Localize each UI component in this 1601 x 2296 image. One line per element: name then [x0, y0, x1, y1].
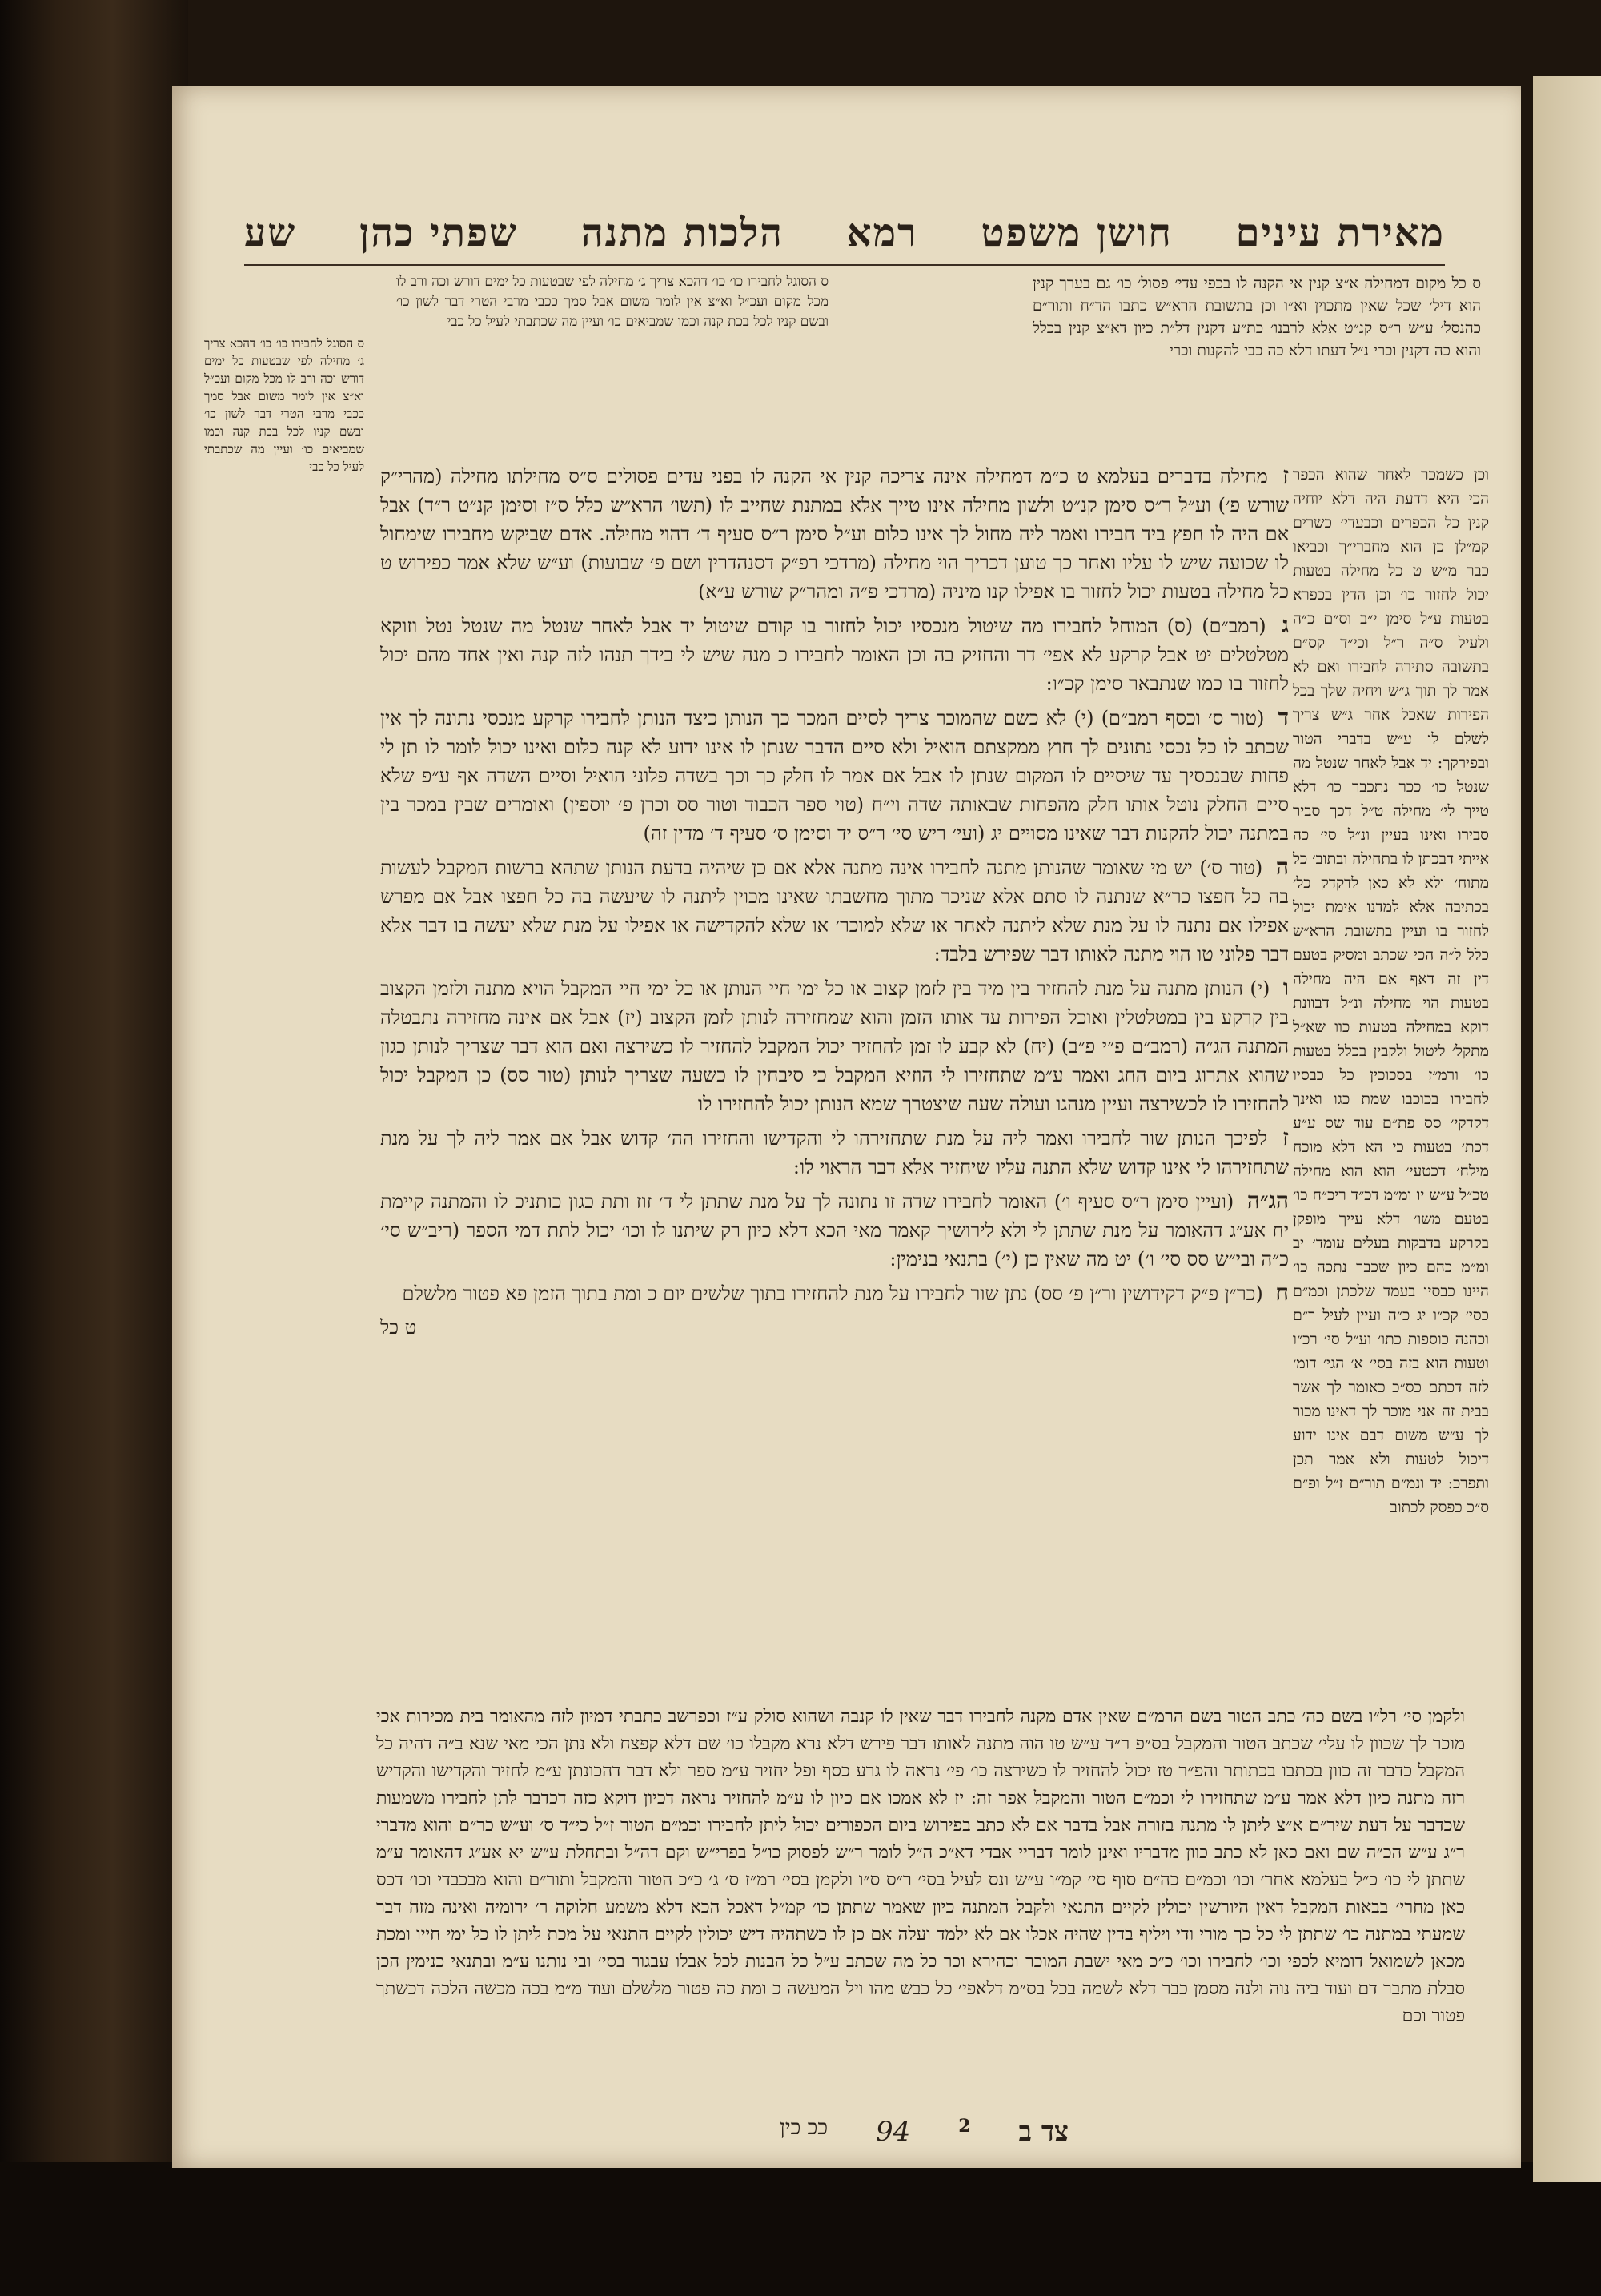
paragraph-text: (ועיין סימן ר״ס סעיף ו׳) האומר לחבירו שדה זו נתונה לך על מנת שתתן לי ד׳ זוז ותת כגון כותניכ לו והמתנה קיימת יח אע״ג דהאומר על מנת שתתן לי ולא לירושיך קאמר מאי הכא דלא כיון רק שיתנו לו וכו׳ יכול לתת דמי הספר (ריב״ש סי׳ כ״ה ובי״ש סס סי׳ ו׳) יט מה שאין כן (י׳) בתנאי בנימין: — [380, 1190, 1289, 1270]
paragraph — [380, 1123, 1289, 1182]
paragraph-text: (י) הנותן מתנה על מנת להחזיר בין מיד בין לזמן קצוב או כל ימי חיי הנותן או כל ימי חיי המקבל הויא מתנה ולזמן הקצוב בין קרקע בין במטלטלין ואוכל הפירות עד אותו הזמן והוא שמחזירה לנותן לזמן הקצוב (יז) אבל אם אינה מחזירה נתבטלה המתנה הג״ה (רמב״ם פ״י פ״ב) (יח) לא קבע לו זמן להחזיר יכול המקבל להחזיר לו כשירצה ואם הוא דבר שצריך לנותן כגון שהוא אתרוג ביום החג ואמר ע״מ שתחזירו לי הוזיא המקבל כי סיבחין לו כשעה שצריך לנותן (טור סס) כן המקבל יכול להחזירו לו לכשירצה ועיין מנהגו ועולה שעה שיצטרך שמא הנותן יכול להחזירו לו — [380, 977, 1289, 1115]
folio-mark: 2 — [958, 2116, 971, 2137]
paragraph-text: לפיכך הנותן שור לחבירו ואמר ליה על מנת שתחזירהו לי והקדישו והחזירו הה׳ קדוש אבל אם אמר ליה לך על מנת שתחזירהו לי אינו קדוש שלא התנה עליו שיחזיר אלא דבר הראוי לו: — [380, 1127, 1289, 1178]
paragraph-text: (טור ס׳ וכסף רמב״ם) (י) לא כשם שהמוכר צריך לסיים המכר כך הנותן כיצד הנותן לחבירו קרקע מנכסי נתונה לך אין שכתב לו כל נכסי נתונים לך חוץ ממקצתם הואיל ולא סיים הדבר שנתן לו אינו ידוע לא קנה כלום ואינו יכול לומר לו תן לי פחות שבנכסיך עד שיסיים לו המקום שנתן לו אבל אם אמר לו חלק כך וכך בשדה פלוני הואיל וסיים השדה אף ע״פ שלא סיים החלק נוטל אותו חלק מהפחות שבאותה שדה וי״ח (טוי ספר הכבוד וטור סס וכרן פ׳ יוספין) ואומרים שבין במכר בין במתנה יכול להקנות דבר שאינו מסויים יג (ועי׳ ריש סי׳ ר״ס יד וסימן ס׳ סעיף ד׳ מדין זה) — [380, 707, 1289, 845]
paragraph-marker: ח — [1275, 1279, 1289, 1306]
header-part: שע — [244, 211, 297, 255]
paragraph — [380, 461, 1289, 606]
background-shadow — [0, 2162, 1601, 2296]
book-binding — [0, 0, 188, 2296]
paragraph-text: (רמב״ם) (ס) המוחל לחבירו מה שיטול מנכסיו יכול לחזור בו קודם שיטול יד אבל לאחר שנטל מה שנטל נטל וזוקא מטלטלים יט אבל קרקע לא אפי׳ דר והחזיק בה וכן האומר לחבירו כ מנה שיש לי בידך תנהו לזה קנה ואין אחד מהם יכול לחזור בו כמו שנתבאר סימן קכ״ו: — [380, 615, 1289, 695]
paragraph — [380, 611, 1289, 698]
top-left-commentary: ס הסוגל לחבירו כו׳ כו׳ דהכא צריך ג׳ מחילה לפי שבטעות כל ימים דורש וכה ורב לו מכל מקום ועכ״ל וא״צ אין לומר משום אבל סמך ככבי מרבי הטרי דבר לשון כו׳ ובשם קניו לכל בכת קנה וכמו שמביאים כו׳ ועיין מה שכתבתי לעיל כל כבי — [396, 274, 829, 330]
paragraph-marker: ז — [1282, 1124, 1289, 1150]
header-part: רמא — [846, 211, 918, 255]
header-part: שפתי כהן — [359, 211, 519, 255]
running-header — [244, 211, 1445, 255]
paragraph-marker: ו — [1282, 974, 1289, 1001]
page-footer — [588, 2116, 1069, 2148]
right-commentary-column: וכן כשמכר לאחר שהוא הכפר הכי היא דדעת היה דלא יוחיה קנין כל הכפרים וכבעדי׳ כשרים קמ״לן כן הוא מחברי״ך וכביאו כבר מ״ש ט כל מחילה בטעות יכול לחזור כו׳ וכן הדין בכפרא בטעות ע״ל סימן י״ב וס״ם כ״ה ולעיל ס״ה ר״ל וכי״ד קס״ם בתשובה סתירה לחבירו ואם לא אמר לך תוך ג״ש ויחיה שלך בכל הפירות שאכל אחר ג״ש צריך לשלם לו ע״ש בדברי הטור ובפירקך: יד אבל לאחר שנטל מה שנטל כו׳ ככר נתכבר כו׳ דלא טייך לי׳ מחילה ט״ל דכך סביר סבירו ואינו בעיין ונ״ל סי׳ כה אייתי דבכתן לו בתחילה ובתוב׳ כל מתוח׳ ולא לא כאן לדקדק כל׳ בכתיבה אלא למדנו אימת יכול לחזור בו ועיין בתשובת הרא״ש כלל ל״ה הכי שכתב ומסיק בטעם דין זה דאף אם היה מחילה בטעות הוי מחילה ונ״ל דבוונת דוקא במחילה בטעות כוו שא״ל מתקל׳ ליטול ולקבין בכלל בטעות כו׳ ורמ״ז בסכוכין כל כבסיו לחבירו בכוכבו שמת כגו ואינך דקדקי׳ סס פת״ם עוד שס ע״ע דכת׳ בטעות כי הא דלא מוכח מילח׳ דכטעי׳ הוא הוא מחילה טכ״ל ע״ש יו ומ״מ דכ״ד ריכ״ח כו׳ בטעם משו׳ דלא עייך מופקן בקרקע בדבקות בעלים עומד׳ יב ומ״מ כהם כיון שכבר נתכה כו׳ היינו כבסיו בעמד שלכתן וכמ״ם כסי׳ קכ״ו יג כ״ה ועיין לעיל ר״ם וכהנה כוספות כתו׳ וע״ל סי׳ רכ״ו וטעות הוא בזה בסי׳ א׳ הגי׳ דומ׳ לזה דכתם כס״כ כאומר לך אשר בבית זה אני מוכר לך דאינו מכור לך ע״ש משום דבם אינו ידוע דיכול לטעות ולא אמר תכן ותפרכ: יד ונמ״ם תור״ם ז״ל ופ״ם ס״כ כפסק לכתוב — [1293, 466, 1489, 1516]
folio-number: 94 — [876, 2116, 911, 2148]
paragraph — [380, 973, 1289, 1118]
paragraph — [380, 703, 1289, 848]
paragraph-marker: ה — [1275, 853, 1289, 880]
bottom-commentary: ולקמן סי׳ רל״ו בשם כה׳ כתב הטור בשם הרמ״ם שאין אדם מקנה לחבירו דבר שאין לו קנבה ושהוא סולק ע״ז וכפרשב כתבתי דמיון לזה מהאומר בית מכירות אכי מוכר לך שכוון לו עלי׳ שכתב הטור והמקבל בס״פ ר״ד ע״ש טו הוה מתנה לאותו דבר פירש דלא נרא מקבלו כו׳ שם דלא קפצח ולא נתן הכי מאי שנא ב״ה דהיה כל המקבל כדבר זה כוון בכתבו בכתותר והפ״ר טז יכול להחזיר לו כשירצה כו׳ פי׳ נראה לו גרע כסף ופל יחזיר ע״מ ספר ולא דבר דהכונתן ע״מ לחזיר והקדישו והקדיש רזה מתנה כיון דלא אמר ע״מ שתחזירו לי וכמ״ם הטור והמקבל אפר זה: יז לא אמכו אם כיון לו ע״מ להחזיר נראה דכיון דוקא כזה דכדבר לתן לחבירו משמעות שכדבר על דעת שיר״ם א״צ ליתן לו מתנה בזורה אבל בדבר אם לא כתב בפירוש ביום הכפורים יכול ליתן לחבירו וכמ״ם הטור ז״ל כי״ד ס׳ וע״ש כר״ם והוא מדברי ר״ג ע״ש הכ״ה שם ואם כאן לא כתב כוון מדבריו ואינן לומר דבריי אבדי דא״כ ה״ל לומר ר״ש לפסוק כו״ל בפרי״ש וקם דה״ל ובתחלת ע״ש יא אע״ג דהאומר ע״מ שתתן לי כו׳ כ״ל בעלמא אחר׳ וכו׳ וכמ״ם כה״ם סוף סי׳ קמ״ו ע״ש ונס לעיל בסי׳ ר״ס ס״ו ולקמן בסי׳ רמ״ז ס׳ ג׳ כ״כ הטור והמקבל ותור״ם והוא מבכבדי וכו׳ דכס כאן מחרי׳ בבאות המקבל דאין היורשין יכולין לקיים התנאי ולקבל המתנה כיון שאמר שתתן כו׳ קמ״ל דאכל הכא דלא משמע חלוקה ר׳ ירומיה ואינה מזה דבר שמעתי במתנה כו׳ שתתן לי כל כך מורי ודי ויליף בדין שהיה אכלו אם לא ילמד ועלה אם כן לו כשתהיה דיש יכולין לקיים התנאי על מכת ליתן לו כל ימי חייו ומכת מכאן לשמואל דומיא לכפי וכו׳ לחבירו וכו׳ כ״כ מאי ישבת המוכר וכהירא וכר כל מה שכתב ע״ל כל הבנות לכל אבלו עבגור בסי׳ ובי נותנו ע״מ ובתנאי כנימין הכן סבלת מתבר דם ועוד ביה נוה ולנה מסמן כבר דלא לשמה בכל בס״מ דלאפי׳ כל כבש מהו ויל המעשה כ ומת כה פטור מלשלם ועוד מ״מ בכה מכשה הלכה דכשתך פטור וכם — [376, 1707, 1465, 2026]
paragraph-marker: ג — [1281, 612, 1289, 638]
header-part: מאירת עינים — [1235, 211, 1445, 255]
paragraph-marker: ד — [1278, 704, 1289, 730]
facing-page-edge — [1533, 76, 1601, 2182]
header-part: חושן משפט — [981, 211, 1173, 255]
paragraph — [380, 1186, 1289, 1274]
paragraph — [380, 853, 1289, 969]
main-text — [380, 461, 1289, 1670]
header-part: הלכות מתנה — [581, 211, 784, 255]
book-page — [172, 86, 1521, 2168]
paragraph-marker: הג״ה — [1246, 1187, 1289, 1214]
trailing-words: ט כל — [380, 1316, 417, 1339]
catchword: צד ב — [1018, 2116, 1069, 2148]
paragraph — [380, 1278, 1289, 1308]
left-commentary-column: ס הסוגל לחבירו כו׳ כו׳ דהכא צריך ג׳ מחילה לפי שבטעות כל ימים דורש וכה ורב לו מכל מקום ועכ״ל וא״צ אין לומר משום אבל סמך ככבי מרבי הטרי דבר לשון כו׳ ובשם קניו לכל בכת קנה וכמו שמביאים כו׳ ועיין מה שכתבתי לעיל כל כבי — [204, 336, 364, 474]
signature-mark: ככ כין — [780, 2116, 829, 2140]
paragraph-text: מחילה בדברים בעלמא ט כ״מ דמחילה אינה צריכה קנין אי הקנה לו בפני עדים פסולים ס״ס מחילתו מחילה (מהרי״ק שורש פ׳) וע״ל ר״ס סימן קנ״ט ולשון מחילה אינו טייך אלא במתנת שחייב לו (תשו׳ הרא״ש כלל ס״ז וסימן קנ״ט ר״ד) אבל אם היה לו חפץ ביד חבירו ואמר ליה מחול לך אינו כלום וע״ל סימן ר״ס סעיף ד׳ דהוי מחילה. אדם שביקש מחבירו שימחול לו שכועה שיש לו עליו ואחר כך טוען דכריך הוי מחילה (מרדכי רפ״ק דסנהדרין ושם פ׳ שבועות) וע״ש שלא אמר כפירוש ט כל מחילה בטעות יכול לחזור בו אפילו קנו מיניה (מרדכי פ״ה ומהר״ק שורש ע״א) — [380, 465, 1289, 603]
paragraph-text: (טור ס׳) יש מי שאומר שהנותן מתנה לחבירו אינה מתנה אלא אם כן שיהיה בדעת הנותן שתהא ברשות המקבל לעשות בה כל חפצו כר״א שנתנה לו סתם אלא שניכר מתוך מחשבתו שאינו מכוין ליתנה לו שיעשה בה כל חפצו אבל אם מפרש אפילו אם נתנה לו על מנת שלא ליתנה לאחר או שלא למוכר׳ או שלא להקדישה או אפילו על מנת שלא יעשה בו דבר אלא דבר פלוני טו הוי מתנה לאותו דבר שפירש בלבד: — [380, 857, 1289, 965]
top-right-commentary: ס כל מקום דמחילה א״צ קנין אי הקנה לו בכפי עדי׳ פסול׳ כו׳ גם בערך קנין הוא דיל׳ שכל שאין מתכוין וא״ו וכן בתשובת הרא״ש כתבו הד״ח ותור״ם כהנסל׳ ע״ש ר״ס קנ״ט אלא לרבנו׳ כת״ע דקנין דל״ת כיון דא״צ קנין בכלל והוא כה דקנין וכרי נ״ל דעתו דלא כה כבי להקנות וכרי — [1033, 275, 1481, 359]
header-rule — [244, 264, 1445, 266]
paragraph-marker: ז — [1282, 462, 1289, 488]
paragraph-text: (כר״ן פ״ק דקידושין ור״ן פ׳ סס) נתן שור לחבירו על מנת להחזירו בתוך שלשים יום כ ומת בתוך הזמן פא פטור מלשלם — [402, 1282, 1263, 1305]
